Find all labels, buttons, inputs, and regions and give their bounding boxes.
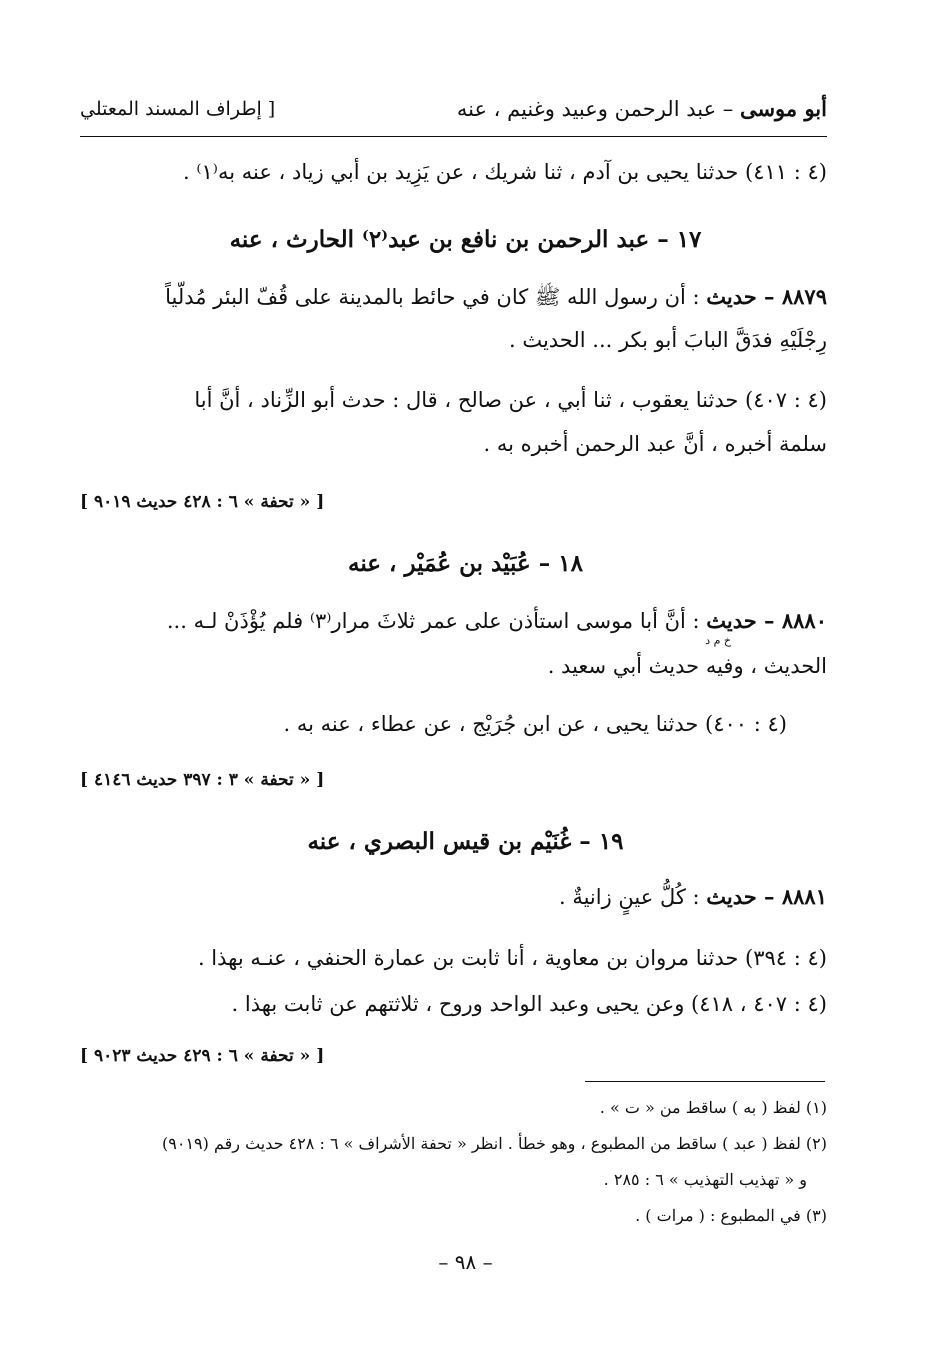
citation-394: (٤ : ٣٩٤) حدثنا مروان بن معاوية ، أنا ثابت بن عمارة الحنفي ، عنـه بهذا .: [197, 946, 827, 970]
page-number: – ٩٨ –: [438, 1250, 493, 1274]
hadith-8881-number: ٨٨٨١ – حديث: [706, 884, 827, 909]
footnote-3: (٣) في المطبوع : ( مرات ) .: [635, 1206, 827, 1225]
hadith-8879-line1: [80, 284, 827, 315]
hadith-8881-text: : كُلُّ عينٍ زانيةٌ .: [558, 885, 707, 909]
footnote-2-continued: و « تهذيب التهذيب » ٦ : ٢٨٥ .: [603, 1170, 807, 1189]
hadith-8881: [80, 884, 827, 909]
citation-407-line2: سلمة أخبره ، أنَّ عبد الرحمن أخبره به .: [483, 432, 827, 456]
hadith-8880-text: : أنَّ أبا موسى استأذن على عمر ثلاثَ مرار⁽٣⁾ فلم يُؤْذَنْ لـه ...: [166, 609, 707, 633]
header-title: [457, 96, 827, 121]
tuhfa-ref-9023: [ « تحفة » ٦ : ٤٢٩ حديث ٩٠٢٣ ]: [80, 1046, 325, 1066]
header-book-title: [ إطراف المسند المعتلي: [80, 98, 276, 120]
footnote-1: (١) لفظ ( به ) ساقط من « ت » .: [599, 1098, 827, 1117]
running-header: [80, 96, 827, 132]
hadith-8880-line2: الحديث ، وفيه حديث أبي سعيد .: [547, 654, 827, 678]
hadith-8879-text: : أن رسول الله ﷺ كان في حائط بالمدينة على قُفّ البئر مُدلّياً: [165, 285, 707, 309]
header-title-bold: أبو موسى: [739, 96, 827, 121]
section-heading-18: ١٨ – عُبَيْد بن عُمَيْر ، عنه: [348, 550, 583, 577]
footnote-rule: [585, 1081, 825, 1082]
section-heading-19: ١٩ – غُنَيْم بن قيس البصري ، عنه: [307, 828, 624, 855]
footnote-2: (٢) لفظ ( عبد ) ساقط من المطبوع ، وهو خطأ . انظر « تحفة الأشراف » ٦ : ٤٢٨ حديث رقم (٩٠١٩): [162, 1134, 827, 1153]
hadith-8880-sigla: خ م د: [705, 634, 731, 647]
header-rule: [80, 136, 827, 137]
header-title-rest: – عبد الرحمن وعبيد وغنيم ، عنه: [456, 97, 740, 121]
hadith-8880-line1: [80, 608, 827, 633]
section-heading-17: ١٧ – عبد الرحمن بن نافع بن عبد⁽٢⁾ الحارث ، عنه: [229, 226, 702, 253]
citation-418: (٤ : ٤٠٧ ، ٤١٨) وعن يحيى وعبد الواحد وروح ، ثلاثتهم عن ثابت بهذا .: [231, 992, 827, 1016]
tuhfa-ref-4146: [ « تحفة » ٣ : ٣٩٧ حديث ٤١٤٦ ]: [80, 770, 325, 790]
hadith-8880-number: ٨٨٨٠ – حديث: [706, 608, 827, 633]
citation-407-line1: (٤ : ٤٠٧) حدثنا يعقوب ، ثنا أبي ، عن صالح ، قال : حدث أبو الزِّناد ، أنَّ أبا: [194, 388, 827, 412]
citation-400: (٤ : ٤٠٠) حدثنا يحيى ، عن ابن جُرَيْج ، عن عطاء ، عنه به .: [283, 712, 787, 736]
tuhfa-ref-9019: [ « تحفة » ٦ : ٤٢٨ حديث ٩٠١٩ ]: [80, 492, 325, 512]
hadith-8879-number: ٨٨٧٩ – حديث: [706, 284, 827, 309]
citation-411: (٤ : ٤١١) حدثنا يحيى بن آدم ، ثنا شريك ، عن يَزِيد بن أبي زياد ، عنه به⁽١⁾ .: [183, 160, 827, 184]
hadith-8879-line2: رِجْلَيْهِ فدَقَّ البابَ أبو بكر ... الحديث .: [508, 328, 827, 352]
